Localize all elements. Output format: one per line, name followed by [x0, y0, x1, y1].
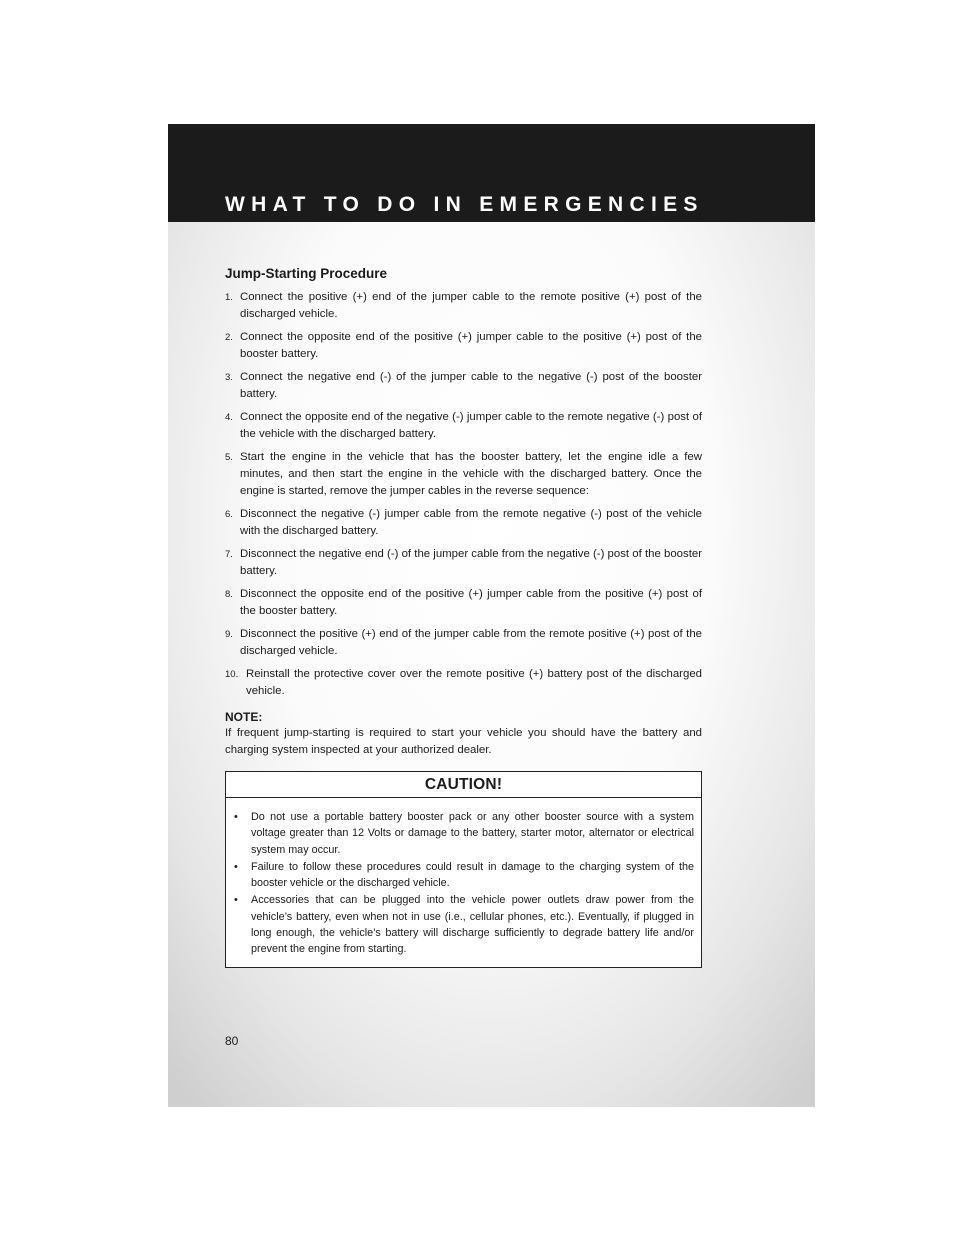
- step-number: 5.: [225, 452, 233, 463]
- caution-item-text: Accessories that can be plugged into the vehicle power outlets draw power from the vehicle’s battery, even when not in use (i.e., cellular phones, etc.). Eventually, if plugged in long enough, the vehicle’s battery will discharge sufficiently to degrade battery life and/or prevent the engine from starting.: [251, 894, 694, 956]
- page-header: [168, 124, 815, 222]
- step-number: 7.: [225, 549, 233, 560]
- caution-item-text: Failure to follow these procedures could result in damage to the charging system of the booster vehicle or the discharged vehicle.: [251, 860, 694, 890]
- caution-item-text: Do not use a portable battery booster pack or any other booster source with a system voltage greater than 12 Volts or damage to the battery, starter motor, alternator or electrical system may occur.: [251, 811, 694, 856]
- procedure-step: [225, 329, 702, 363]
- procedure-step: [225, 546, 702, 580]
- caution-list: [226, 798, 701, 967]
- step-text: Connect the opposite end of the negative (-) jumper cable to the remote negative (-) post of the vehicle with the discharged battery.: [240, 411, 702, 440]
- bullet-icon: •: [234, 811, 238, 823]
- procedure-step: [225, 586, 702, 620]
- step-number: 8.: [225, 589, 233, 600]
- step-text: Connect the opposite end of the positive (+) jumper cable to the positive (+) post of the booster battery.: [240, 331, 702, 360]
- header-title: WHAT TO DO IN EMERGENCIES: [225, 193, 704, 216]
- procedure-step: [225, 506, 702, 540]
- note-text: If frequent jump-starting is required to start your vehicle you should have the battery and charging system inspected at your authorized dealer.: [225, 727, 702, 756]
- procedure-step: [225, 289, 702, 323]
- step-text: Connect the negative end (-) of the jumper cable to the negative (-) post of the booster battery.: [240, 371, 702, 400]
- manual-page: [168, 124, 815, 1107]
- page-content: [225, 266, 702, 968]
- procedure-step: [225, 626, 702, 660]
- procedure-steps: [225, 289, 702, 700]
- step-number: 6.: [225, 509, 233, 520]
- step-text: Disconnect the positive (+) end of the jumper cable from the remote positive (+) post of the discharged vehicle.: [240, 628, 702, 657]
- procedure-step: [225, 369, 702, 403]
- procedure-step: [225, 409, 702, 443]
- step-text: Start the engine in the vehicle that has the booster battery, let the engine idle a few minutes, and then start the engine in the vehicle with the discharged battery. Once the engine is started, remove the jumper cables in the reverse sequence:: [240, 451, 702, 497]
- caution-box: [225, 771, 702, 968]
- note-label: NOTE:: [225, 710, 263, 724]
- section-title: Jump-Starting Procedure: [225, 266, 388, 281]
- step-number: 9.: [225, 629, 233, 640]
- procedure-step: [225, 449, 702, 500]
- page-number: 80: [225, 1034, 239, 1048]
- step-number: 4.: [225, 412, 233, 423]
- caution-item: [233, 892, 694, 957]
- caution-item: [233, 809, 694, 858]
- step-text: Disconnect the negative end (-) of the jumper cable from the negative (-) post of the booster battery.: [240, 548, 702, 577]
- step-number: 10.: [225, 669, 239, 680]
- caution-item: [233, 859, 694, 892]
- step-text: Connect the positive (+) end of the jumper cable to the remote positive (+) post of the discharged vehicle.: [240, 291, 702, 320]
- procedure-step: [225, 666, 702, 700]
- step-number: 2.: [225, 332, 233, 343]
- step-number: 3.: [225, 372, 233, 383]
- step-text: Disconnect the opposite end of the positive (+) jumper cable from the positive (+) post of the booster battery.: [240, 588, 702, 617]
- step-text: Disconnect the negative (-) jumper cable from the remote negative (-) post of the vehicle with the discharged battery.: [240, 508, 702, 537]
- caution-title: CAUTION!: [226, 772, 701, 798]
- bullet-icon: •: [234, 894, 238, 907]
- step-text: Reinstall the protective cover over the remote positive (+) battery post of the discharged vehicle.: [246, 668, 702, 697]
- bullet-icon: •: [234, 860, 238, 873]
- step-number: 1.: [225, 292, 233, 303]
